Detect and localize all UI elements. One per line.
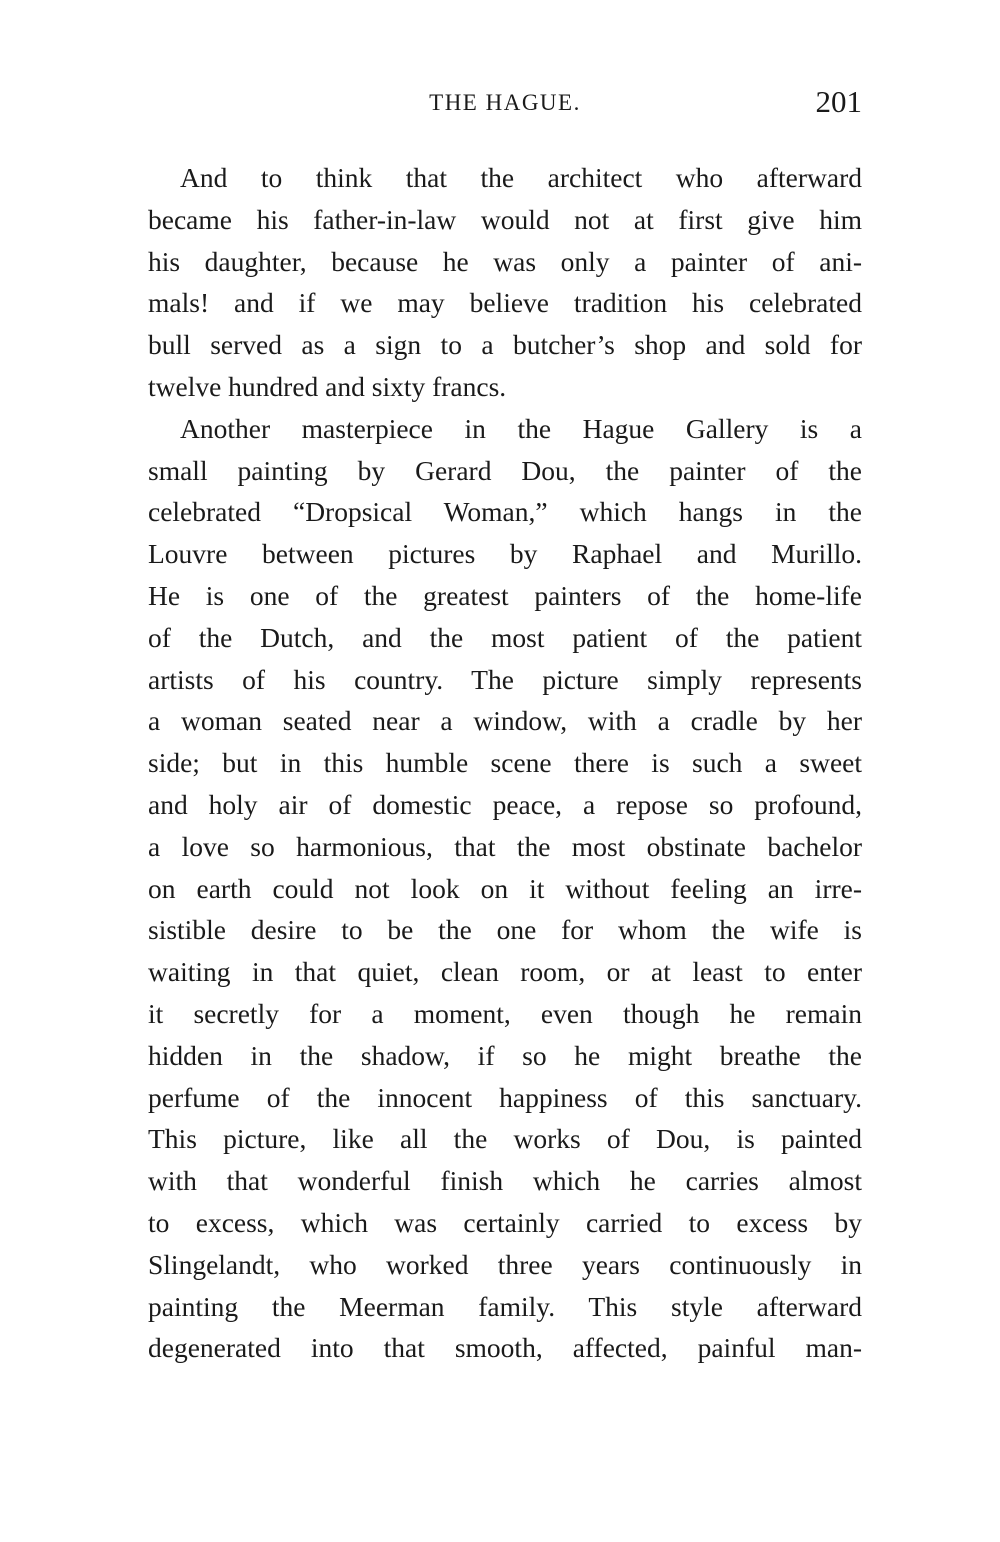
text-line: his daughter, because he was only a painter of ani- bbox=[148, 245, 862, 277]
text-line: it secretly for a moment, even though he remain bbox=[148, 997, 862, 1029]
body-text bbox=[148, 157, 862, 1369]
text-line: a love so harmonious, that the most obstinate bachelor bbox=[148, 830, 862, 862]
paragraph-gerard-dou bbox=[148, 408, 862, 1369]
text-line: side; but in this humble scene there is such a sweet bbox=[148, 747, 862, 779]
text-line: a woman seated near a window, with a cradle by her bbox=[148, 705, 862, 737]
text-line: celebrated “Dropsical Woman,” which hangs in the bbox=[148, 496, 862, 528]
text-line: This picture, like all the works of Dou, is painted bbox=[148, 1123, 862, 1155]
text-line: bull served as a sign to a butcher’s shop and sold for bbox=[148, 329, 862, 361]
text-line: painting the Meerman family. This style afterward bbox=[148, 1290, 862, 1322]
text-line: mals! and if we may believe tradition his celebrated bbox=[148, 287, 862, 319]
text-line: became his father-in-law would not at first give him bbox=[148, 203, 862, 235]
text-line: And to think that the architect who afterward bbox=[180, 162, 862, 193]
text-line: artists of his country. The picture simply represents bbox=[148, 663, 862, 695]
running-title: THE HAGUE. bbox=[429, 90, 581, 115]
page-number: 201 bbox=[815, 84, 862, 119]
text-line: He is one of the greatest painters of the home-life bbox=[148, 579, 862, 611]
text-line: degenerated into that smooth, affected, painful man- bbox=[148, 1332, 862, 1364]
text-line: Another masterpiece in the Hague Gallery is a bbox=[180, 412, 862, 444]
running-head bbox=[148, 84, 862, 128]
text-line: sistible desire to be the one for whom the wife is bbox=[148, 914, 862, 946]
text-line: on earth could not look on it without feeling an irre- bbox=[148, 872, 862, 904]
text-line: to excess, which was certainly carried to excess by bbox=[148, 1206, 862, 1238]
text-line: twelve hundred and sixty francs. bbox=[148, 370, 507, 402]
text-line: hidden in the shadow, if so he might breathe the bbox=[148, 1039, 862, 1071]
text-line: Louvre between pictures by Raphael and Murillo. bbox=[148, 538, 862, 570]
text-line: with that wonderful finish which he carries almost bbox=[148, 1165, 862, 1197]
text-line: and holy air of domestic peace, a repose so profound, bbox=[148, 788, 862, 820]
text-line: of the Dutch, and the most patient of the patient bbox=[148, 621, 862, 653]
paragraph-architect bbox=[148, 157, 862, 408]
text-line: waiting in that quiet, clean room, or at least to enter bbox=[148, 956, 862, 988]
text-line: perfume of the innocent happiness of this sanctuary. bbox=[148, 1081, 862, 1113]
text-line: small painting by Gerard Dou, the painter of the bbox=[148, 454, 862, 486]
text-line: Slingelandt, who worked three years continuously in bbox=[148, 1248, 862, 1280]
